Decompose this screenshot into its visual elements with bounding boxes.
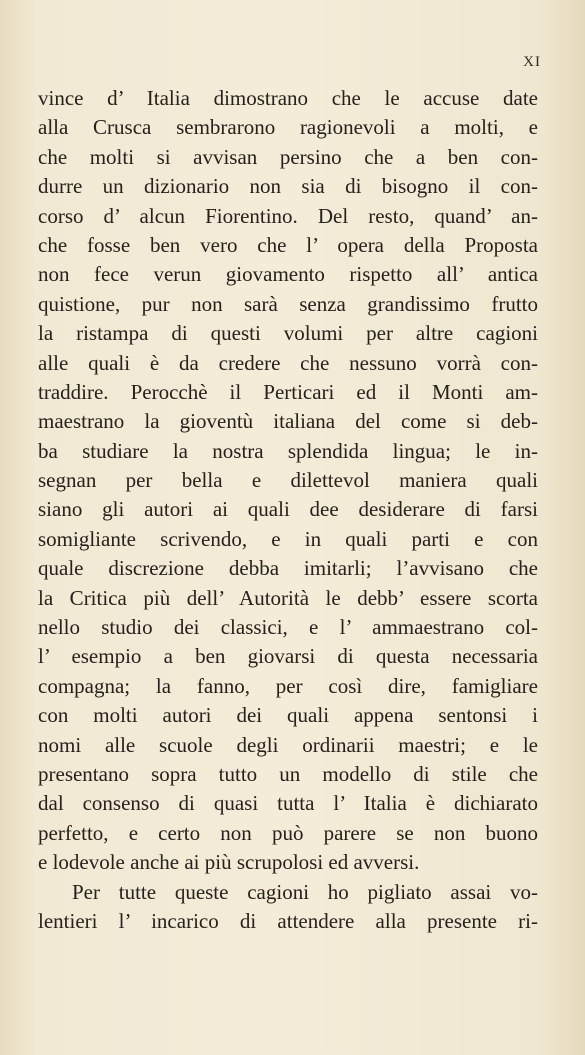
text-line: nello studio dei classici, e l’ ammaestrano col- xyxy=(38,615,538,640)
text-line: segnan per bella e dilettevol maniera quali xyxy=(38,468,538,493)
text-line: compagna; la fanno, per così dire, famigliare xyxy=(38,673,538,698)
text-line: Per tutte queste cagioni ho pigliato assai vo- xyxy=(72,879,538,904)
text-line: corso d’ alcun Fiorentino. Del resto, quand’ an- xyxy=(38,203,538,228)
text-line: presentano sopra tutto un modello di stile che xyxy=(38,761,538,786)
text-line: quistione, pur non sarà senza grandissimo frutto xyxy=(38,291,538,316)
text-line: somigliante scrivendo, e in quali parti e con xyxy=(38,526,538,551)
body-text xyxy=(38,84,538,936)
text-line: la Critica più dell’ Autorità le debb’ essere scorta xyxy=(38,585,538,610)
text-line: dal consenso di quasi tutta l’ Italia è dichiarato xyxy=(38,791,538,816)
text-line: lentieri l’ incarico di attendere alla presente ri- xyxy=(38,908,538,933)
text-line: con molti autori dei quali appena sentonsi i xyxy=(38,703,538,728)
text-line: l’ esempio a ben giovarsi di questa necessaria xyxy=(38,644,538,669)
text-line: che fosse ben vero che l’ opera della Proposta xyxy=(38,232,538,257)
text-line: la ristampa di questi volumi per altre cagioni xyxy=(38,321,538,346)
text-line: che molti si avvisan persino che a ben con- xyxy=(38,144,538,169)
paragraph-1 xyxy=(38,84,538,878)
text-line: siano gli autori ai quali dee desiderare di farsi xyxy=(38,497,538,522)
paragraph-2 xyxy=(38,878,538,937)
text-line: alle quali è da credere che nessuno vorrà con- xyxy=(38,350,538,375)
text-line: ba studiare la nostra splendida lingua; le in- xyxy=(38,438,538,463)
text-line: durre un dizionario non sia di bisogno il con- xyxy=(38,174,538,199)
text-line: traddire. Perocchè il Perticari ed il Monti am- xyxy=(38,379,538,404)
text-line: alla Crusca sembrarono ragionevoli a molti, e xyxy=(38,115,538,140)
text-line: vince d’ Italia dimostrano che le accuse date xyxy=(38,86,538,110)
text-line: e lodevole anche ai più scrupolosi ed avversi. xyxy=(38,850,420,875)
text-line: quale discrezione debba imitarli; l’avvisano che xyxy=(38,556,538,581)
text-line: non fece verun giovamento rispetto all’ antica xyxy=(38,262,538,287)
page-number: XI xyxy=(523,54,541,70)
text-line: perfetto, e certo non può parere se non buono xyxy=(38,820,538,845)
text-line: maestrano la gioventù italiana del come si deb- xyxy=(38,409,538,434)
text-line: nomi alle scuole degli ordinarii maestri; e le xyxy=(38,732,538,757)
